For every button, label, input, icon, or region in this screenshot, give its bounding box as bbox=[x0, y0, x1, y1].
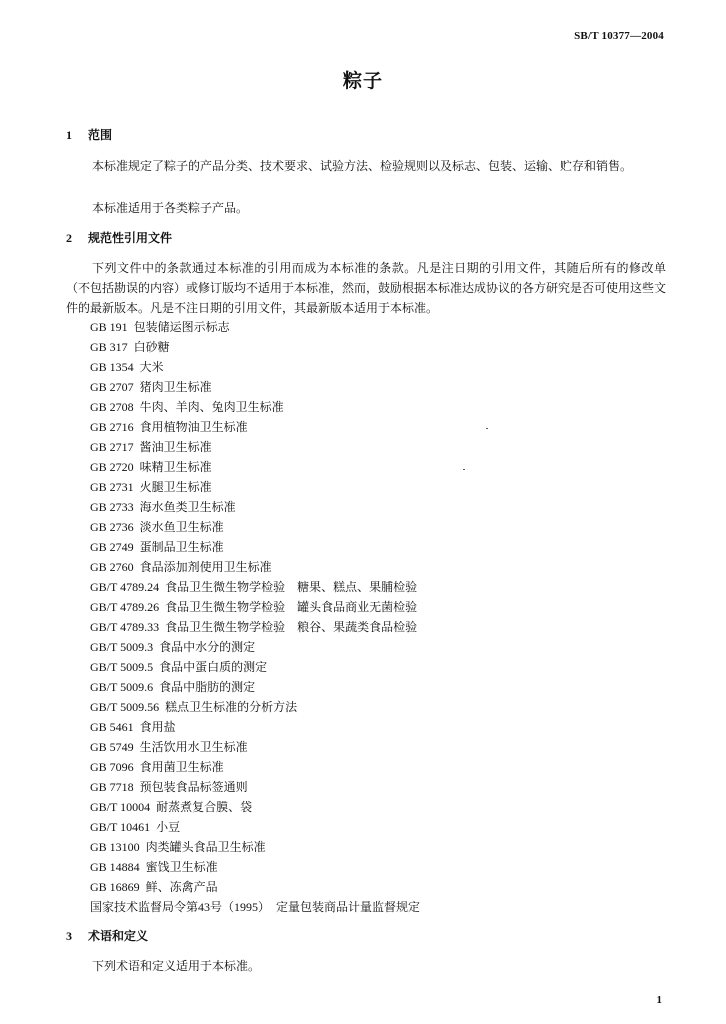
reference-code: GB 2733 bbox=[90, 500, 134, 514]
section-1-paragraph-1: 本标准规定了粽子的产品分类、技术要求、试验方法、检验规则以及标志、包装、运输、贮存和销售。 bbox=[92, 159, 633, 173]
reference-item bbox=[90, 897, 420, 917]
reference-title: 食品中水分的测定 bbox=[159, 640, 256, 654]
page-number: 1 bbox=[656, 994, 662, 1006]
reference-title: 味精卫生标准 bbox=[139, 460, 212, 474]
reference-code: GB/T 10461 bbox=[90, 820, 151, 834]
reference-title: 食品中脂肪的测定 bbox=[159, 680, 256, 694]
reference-code: GB 16869 bbox=[90, 880, 140, 894]
section-1-title: 范围 bbox=[88, 128, 113, 142]
section-1-number: 1 bbox=[66, 128, 72, 142]
reference-code: GB 2736 bbox=[90, 520, 134, 534]
reference-title: 食品卫生微生物学检验 糖果、糕点、果脯检验 bbox=[165, 580, 418, 594]
reference-title: 包装储运图示标志 bbox=[133, 320, 230, 334]
reference-code: GB/T 10004 bbox=[90, 800, 151, 814]
reference-code: GB/T 5009.6 bbox=[90, 680, 154, 694]
reference-title: 大米 bbox=[139, 360, 164, 374]
reference-title: 食品卫生微生物学检验 粮谷、果蔬类食品检验 bbox=[165, 620, 418, 634]
reference-item bbox=[90, 737, 420, 757]
reference-item bbox=[90, 717, 420, 737]
reference-title: 鲜、冻禽产品 bbox=[145, 880, 218, 894]
reference-code: GB 5461 bbox=[90, 720, 134, 734]
scan-speck bbox=[486, 428, 488, 429]
reference-title: 生活饮用水卫生标准 bbox=[139, 740, 248, 754]
reference-item bbox=[90, 317, 420, 337]
reference-title: 食品卫生微生物学检验 罐头食品商业无菌检验 bbox=[165, 600, 418, 614]
reference-code: GB 2707 bbox=[90, 380, 134, 394]
reference-item bbox=[90, 537, 420, 557]
section-2-heading bbox=[66, 229, 172, 246]
reference-code: GB/T 5009.5 bbox=[90, 660, 154, 674]
standard-code: SB/T 10377—2004 bbox=[574, 30, 664, 42]
reference-item bbox=[90, 757, 420, 777]
reference-item bbox=[90, 397, 420, 417]
reference-item bbox=[90, 857, 420, 877]
reference-code: GB 191 bbox=[90, 320, 128, 334]
reference-item bbox=[90, 357, 420, 377]
reference-code: GB 2720 bbox=[90, 460, 134, 474]
scan-speck bbox=[463, 469, 465, 470]
reference-item bbox=[90, 557, 420, 577]
reference-code: GB 7096 bbox=[90, 760, 134, 774]
reference-item bbox=[90, 597, 420, 617]
reference-code: GB 2760 bbox=[90, 560, 134, 574]
reference-item bbox=[90, 617, 420, 637]
reference-code: GB 1354 bbox=[90, 360, 134, 374]
reference-code: GB/T 5009.56 bbox=[90, 700, 160, 714]
reference-title: 猪肉卫生标准 bbox=[139, 380, 212, 394]
reference-item bbox=[90, 457, 420, 477]
reference-item bbox=[90, 637, 420, 657]
reference-title: 预包装食品标签通则 bbox=[139, 780, 248, 794]
reference-code: GB 2749 bbox=[90, 540, 134, 554]
document-title: 粽子 bbox=[342, 70, 383, 92]
reference-title: 蜜饯卫生标准 bbox=[145, 860, 218, 874]
reference-code: GB/T 5009.3 bbox=[90, 640, 154, 654]
section-3-intro: 下列术语和定义适用于本标准。 bbox=[92, 959, 261, 973]
reference-code: GB/T 4789.33 bbox=[90, 620, 160, 634]
reference-code: GB 2716 bbox=[90, 420, 134, 434]
reference-code: GB 13100 bbox=[90, 840, 140, 854]
reference-title: 食用盐 bbox=[139, 720, 176, 734]
reference-code: GB/T 4789.26 bbox=[90, 600, 160, 614]
reference-item bbox=[90, 677, 420, 697]
section-3-number: 3 bbox=[66, 929, 72, 943]
reference-code: GB 7718 bbox=[90, 780, 134, 794]
reference-item bbox=[90, 437, 420, 457]
reference-code: GB 317 bbox=[90, 340, 128, 354]
section-3-title: 术语和定义 bbox=[88, 929, 149, 943]
reference-code: GB/T 4789.24 bbox=[90, 580, 160, 594]
reference-title: 牛肉、羊肉、兔肉卫生标准 bbox=[139, 400, 284, 414]
reference-item bbox=[90, 657, 420, 677]
reference-code: GB 2708 bbox=[90, 400, 134, 414]
reference-title: 定量包装商品计量监督规定 bbox=[276, 900, 421, 914]
reference-title: 淡水鱼卫生标准 bbox=[139, 520, 224, 534]
reference-title: 耐蒸煮复合膜、袋 bbox=[156, 800, 253, 814]
reference-title: 火腿卫生标准 bbox=[139, 480, 212, 494]
reference-title: 食用植物油卫生标准 bbox=[139, 420, 248, 434]
reference-title: 食品中蛋白质的测定 bbox=[159, 660, 268, 674]
reference-item bbox=[90, 797, 420, 817]
reference-title: 海水鱼类卫生标准 bbox=[139, 500, 236, 514]
reference-title: 酱油卫生标准 bbox=[139, 440, 212, 454]
section-1-paragraph-2: 本标准适用于各类粽子产品。 bbox=[92, 201, 249, 215]
reference-item bbox=[90, 497, 420, 517]
reference-title: 肉类罐头食品卫生标准 bbox=[145, 840, 266, 854]
section-2-intro: 下列文件中的条款通过本标准的引用而成为本标准的条款。凡是注日期的引用文件，其随后所有的修改单（不包括勘误的内容）或修订版均不适用于本标准，然而，鼓励根据本标准达成协议的各方研究是否可使用这些文件的最新版本。凡是不注日期的引用文件，其最新版本适用于本标准。 bbox=[66, 261, 667, 315]
reference-code: GB 2731 bbox=[90, 480, 134, 494]
reference-title: 糕点卫生标准的分析方法 bbox=[165, 700, 298, 714]
reference-item bbox=[90, 777, 420, 797]
reference-item bbox=[90, 417, 420, 437]
reference-title: 白砂糖 bbox=[133, 340, 170, 354]
reference-title: 食品添加剂使用卫生标准 bbox=[139, 560, 272, 574]
reference-item bbox=[90, 697, 420, 717]
reference-item bbox=[90, 837, 420, 857]
section-3-heading bbox=[66, 927, 148, 944]
reference-item bbox=[90, 577, 420, 597]
reference-item bbox=[90, 477, 420, 497]
reference-code: 国家技术监督局令第43号（1995） bbox=[90, 900, 271, 914]
reference-title: 小豆 bbox=[156, 820, 181, 834]
reference-item bbox=[90, 817, 420, 837]
reference-code: GB 2717 bbox=[90, 440, 134, 454]
section-1-heading bbox=[66, 126, 112, 143]
section-2-title: 规范性引用文件 bbox=[88, 231, 173, 245]
reference-item bbox=[90, 517, 420, 537]
reference-title: 食用菌卫生标准 bbox=[139, 760, 224, 774]
reference-title: 蛋制品卫生标准 bbox=[139, 540, 224, 554]
reference-item bbox=[90, 337, 420, 357]
section-2-number: 2 bbox=[66, 231, 72, 245]
reference-item bbox=[90, 877, 420, 897]
reference-code: GB 14884 bbox=[90, 860, 140, 874]
reference-item bbox=[90, 377, 420, 397]
reference-code: GB 5749 bbox=[90, 740, 134, 754]
normative-references-list bbox=[90, 317, 420, 917]
